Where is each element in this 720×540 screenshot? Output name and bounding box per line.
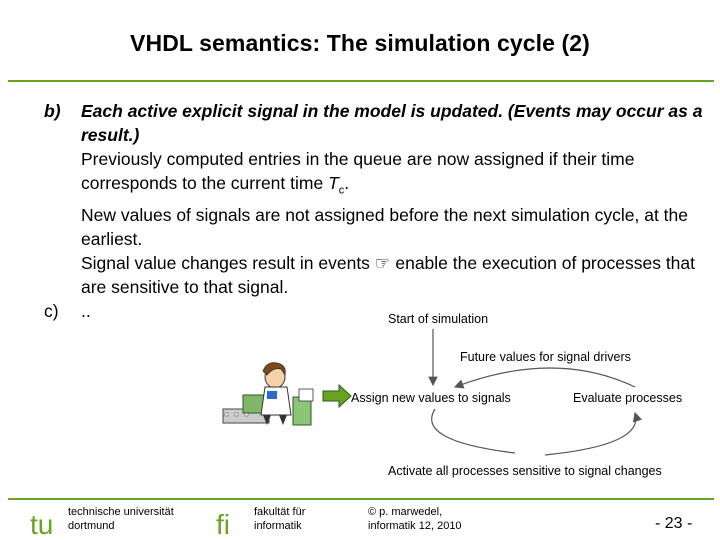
pointing-hand-icon: ☞ [374,252,391,273]
activate-processes-label: Activate all processes sensitive to signal changes [388,464,662,478]
fi-logo-text: fi [216,510,230,540]
item-b-events-end: enable the execution of processes that are sensitive to that signal. [81,252,696,297]
evaluate-processes-label: Evaluate processes [573,391,683,405]
slide-body [44,99,704,323]
current-time-symbol [328,173,345,197]
tc-sub: c [338,184,345,197]
list-marker-b: b) [44,101,61,121]
page-number: - 23 - [655,515,693,532]
faculty-name [254,505,305,533]
item-b-events-start: Signal value changes result in events [81,252,375,273]
item-b-queue-end: . [344,173,350,193]
university-line-1: technische universität [68,506,174,518]
list-item-b [44,99,704,299]
start-of-simulation-label: Start of simulation [388,312,489,326]
tu-logo-icon [30,510,64,540]
simulation-cycle-diagram [215,305,715,485]
activate-to-evaluate-arrow [545,413,636,455]
tc-main: T [328,173,339,193]
university-name [68,505,174,533]
item-b-queue-text [81,147,704,203]
item-b-queue-sentence: Previously computed entries in the queue are now assigned if their time corresponds to the current time [81,149,635,193]
faculty-line-1: fakultät für [254,506,306,518]
copyright-notice [368,505,462,533]
item-b-events-text [81,251,704,299]
item-b-heading: Each active explicit signal in the model is updated. (Events may occur as a result.) [81,101,703,145]
university-line-2: dortmund [68,520,115,532]
faculty-line-2: informatik [254,520,302,532]
programmer-clipart-icon [223,363,313,425]
assign-to-activate-curve [432,409,515,453]
item-c-text: .. [81,300,91,321]
copyright-line-1: © p. marwedel, [368,506,443,518]
top-divider [8,80,714,82]
future-values-label: Future values for signal drivers [460,350,631,364]
tu-logo-text: tu [30,510,54,540]
copyright-line-2: informatik 12, 2010 [368,520,462,532]
fi-logo-icon [216,510,246,540]
bottom-divider [8,498,714,500]
green-arrow-icon [323,385,351,407]
assign-values-label: Assign new values to signals [351,391,511,405]
item-b-new-values-text: New values of signals are not assigned before the next simulation cycle, at the earliest. [81,204,689,249]
evaluate-to-assign-arrow [455,368,635,387]
list-marker-c: c) [44,300,59,321]
slide-title: VHDL semantics: The simulation cycle (2) [130,30,590,56]
